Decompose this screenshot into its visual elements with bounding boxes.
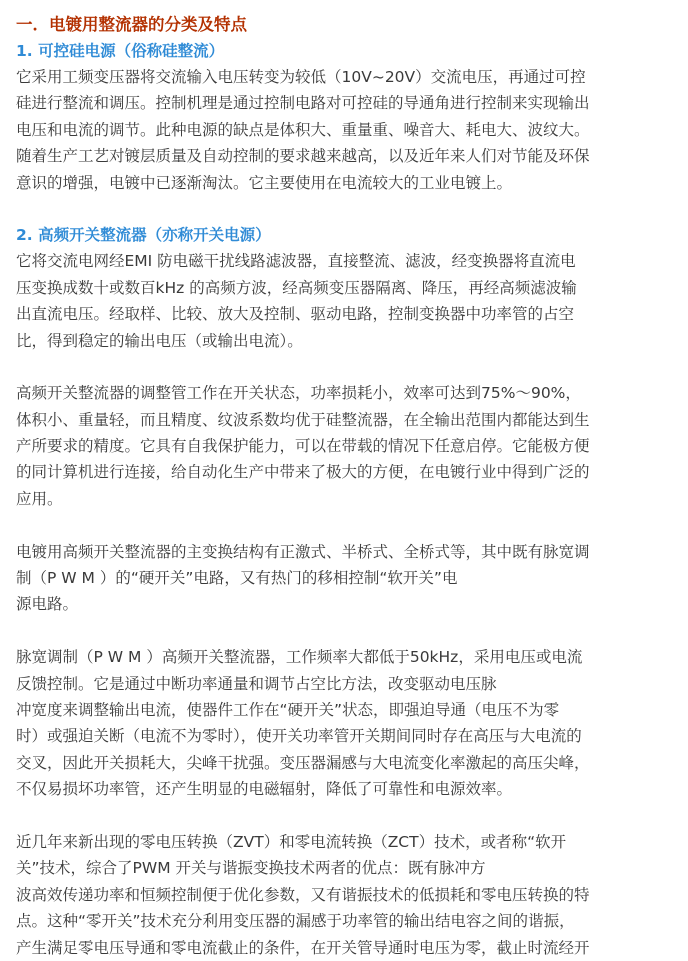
paragraph-gap bbox=[16, 618, 682, 644]
text-line: 反馈控制。它是通过中断功率通量和调节占空比方法，改变驱动电压脉 bbox=[16, 674, 497, 693]
text-line: 应用。 bbox=[16, 489, 63, 508]
text-line: 意识的增强，电镀中已逐渐淘汰。它主要使用在电流较大的工业电镀上。 bbox=[16, 173, 513, 192]
paragraph-pwm bbox=[16, 644, 682, 802]
paragraph-hf-advantages bbox=[16, 380, 682, 512]
text-line: 不仅易损坏功率管，还产生明显的电磁辐射，降低了可靠性和电源效率。 bbox=[16, 780, 513, 799]
paragraph-hf-principle bbox=[16, 248, 682, 354]
text-line: 随着生产工艺对镀层质量及自动控制的要求越来越高，以及近年来人们对节能及环保 bbox=[16, 147, 590, 166]
text-line: 交叉，因此开关损耗大，尖峰干扰强。变压器漏感与大电流变化率激起的高压尖峰， bbox=[16, 753, 590, 772]
paragraph-gap bbox=[16, 803, 682, 829]
text-line: 源电路。 bbox=[16, 595, 79, 614]
section-heading: 一．电镀用整流器的分类及特点 bbox=[16, 15, 247, 34]
text-line: 电镀用高频开关整流器的主变换结构有正激式、半桥式、全桥式等，其中既有脉宽调 bbox=[16, 542, 590, 561]
text-line: 高频开关整流器的调整管工作在开关状态，功率损耗小，效率可达到75%～90%， bbox=[16, 384, 581, 403]
subheading-scr-power: 1. 可控硅电源（俗称硅整流） bbox=[16, 42, 225, 60]
subheading-hf-switch-rectifier: 2. 高频开关整流器（亦称开关电源） bbox=[16, 226, 271, 245]
paragraph-scr-power bbox=[16, 64, 682, 196]
text-line: 它将交流电网经EMI 防电磁干扰线路滤波器，直接整流、滤波，经变换器将直流电 bbox=[16, 252, 576, 271]
text-line: 它采用工频变压器将交流输入电压转变为较低（10V~20V）交流电压，再通过可控 bbox=[16, 68, 586, 86]
paragraph-gap bbox=[16, 196, 682, 222]
text-line: 产所要求的精度。它具有自我保护能力，可以在带载的情况下任意启停。它能极方便 bbox=[16, 437, 590, 456]
paragraph-topologies bbox=[16, 539, 682, 618]
text-line: 冲宽度来调整输出电流，使器件工作在“硬开关”状态，即强迫导通（电压不为零 bbox=[16, 700, 560, 719]
text-line: 关”技术，综合了PWM 开关与谐振变换技术两者的优点：既有脉冲方 bbox=[16, 859, 486, 878]
article bbox=[16, 12, 682, 961]
text-line: 的同计算机进行连接，给自动化生产中带来了极大的方便，在电镀行业中得到广泛的 bbox=[16, 463, 590, 482]
paragraph-soft-switching bbox=[16, 829, 682, 961]
paragraph-gap bbox=[16, 512, 682, 538]
text-line: 近几年来新出现的零电压转换（ZVT）和零电流转换（ZCT）技术，或者称“软开 bbox=[16, 832, 567, 851]
text-line: 比，得到稳定的输出电压（或输出电流）。 bbox=[16, 331, 303, 350]
text-line: 压变换成数十或数百kHz 的高频方波，经高频变压器隔离、降压，再经高频滤波输 bbox=[16, 278, 577, 297]
text-line: 脉宽调制（P W M ）高频开关整流器，工作频率大都低于50kHz，采用电压或电流 bbox=[16, 648, 583, 667]
text-line: 制（P W M ）的“硬开关”电路，又有热门的移相控制“软开关”电 bbox=[16, 569, 458, 588]
text-line: 点。这种“零开关”技术充分利用变压器的漏感于功率管的输出结电容之间的谐振， bbox=[16, 912, 575, 931]
text-line: 产生满足零电压导通和零电流截止的条件，在开关管导通时电压为零，截止时流经开 bbox=[16, 938, 590, 957]
paragraph-gap bbox=[16, 354, 682, 380]
text-line: 出直流电压。经取样、比较、放大及控制、驱动电路，控制变换器中功率管的占空 bbox=[16, 305, 575, 324]
text-line: 硅进行整流和调压。控制机理是通过控制电路对可控硅的导通角进行控制来实现输出 bbox=[16, 94, 590, 113]
text-line: 时）或强迫关断（电流不为零时），使开关功率管开关期间同时存在高压与大电流的 bbox=[16, 727, 582, 746]
text-line: 电压和电流的调节。此种电源的缺点是体积大、重量重、噪音大、耗电大、波纹大。 bbox=[16, 120, 590, 139]
text-line: 波高效传递功率和恒频控制便于优化参数，又有谐振技术的低损耗和零电压转换的特 bbox=[16, 885, 590, 904]
text-line: 体积小、重量轻，而且精度、纹波系数均优于硅整流器，在全输出范围内都能达到生 bbox=[16, 410, 590, 429]
